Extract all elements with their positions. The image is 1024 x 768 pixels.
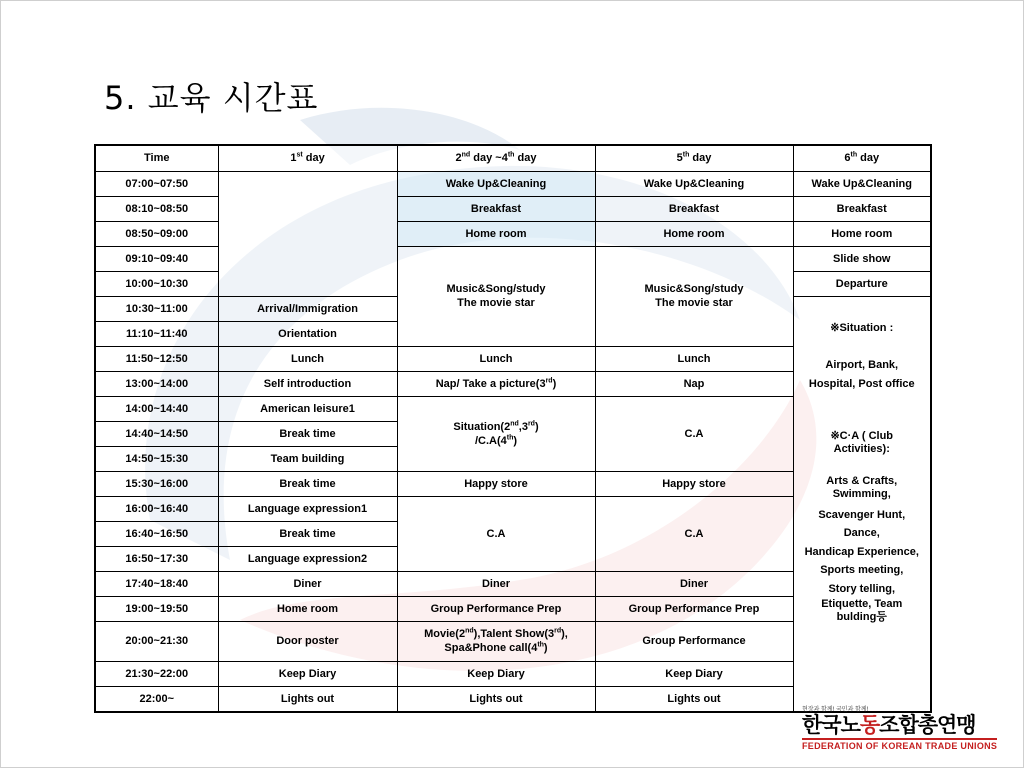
day2-happy-store-cell: Happy store xyxy=(397,471,595,496)
day5-wake-cell: Wake Up&Cleaning xyxy=(595,171,793,196)
day5-ca-cell: C.A xyxy=(595,396,793,471)
day1-break-cell: Break time xyxy=(218,521,397,546)
time-cell: 22:00~ xyxy=(95,686,218,712)
time-cell: 20:00~21:30 xyxy=(95,621,218,661)
day2-situation-cell: Situation(2nd,3rd) /C.A(4th) xyxy=(397,396,595,471)
day6-slideshow-cell: Slide show xyxy=(793,246,931,271)
day1-arrival-cell: Arrival/Immigration xyxy=(218,296,397,321)
header-day1: 1st day xyxy=(218,145,397,171)
time-cell: 08:50~09:00 xyxy=(95,221,218,246)
day1-lunch-cell: Lunch xyxy=(218,346,397,371)
time-cell: 10:30~11:00 xyxy=(95,296,218,321)
day2-movie-talent-cell: Movie(2nd),Talent Show(3rd), Spa&Phone call(4th) xyxy=(397,621,595,661)
day1-diner-cell: Diner xyxy=(218,571,397,596)
day6-departure-cell: Departure xyxy=(793,271,931,296)
time-cell: 16:50~17:30 xyxy=(95,546,218,571)
day6-wake-cell: Wake Up&Cleaning xyxy=(793,171,931,196)
logo-english-name: FEDERATION OF KOREAN TRADE UNIONS xyxy=(802,738,997,752)
day1-empty-cell xyxy=(218,171,397,296)
day1-team-building-cell: Team building xyxy=(218,446,397,471)
logo-korean-name: 한국노동조합총연맹 xyxy=(802,713,976,737)
day1-door-poster-cell: Door poster xyxy=(218,621,397,661)
time-cell: 09:10~09:40 xyxy=(95,246,218,271)
day5-ca-cell: C.A xyxy=(595,496,793,571)
header-day6: 6th day xyxy=(793,145,931,171)
day1-break-cell: Break time xyxy=(218,471,397,496)
day2-diary-cell: Keep Diary xyxy=(397,661,595,686)
day5-happy-store-cell: Happy store xyxy=(595,471,793,496)
day1-american-leisure-cell: American leisure1 xyxy=(218,396,397,421)
time-cell: 17:40~18:40 xyxy=(95,571,218,596)
day6-breakfast-cell: Breakfast xyxy=(793,196,931,221)
day5-performance-cell: Group Performance xyxy=(595,621,793,661)
day2-lights-out-cell: Lights out xyxy=(397,686,595,712)
day1-homeroom-cell: Home room xyxy=(218,596,397,621)
time-cell: 07:00~07:50 xyxy=(95,171,218,196)
header-time: Time xyxy=(95,145,218,171)
header-day5: 5th day xyxy=(595,145,793,171)
day2-lunch-cell: Lunch xyxy=(397,346,595,371)
day5-diary-cell: Keep Diary xyxy=(595,661,793,686)
time-cell: 10:00~10:30 xyxy=(95,271,218,296)
day1-orientation-cell: Orientation xyxy=(218,321,397,346)
day2-ca-cell: C.A xyxy=(397,496,595,571)
day2-perf-prep-cell: Group Performance Prep xyxy=(397,596,595,621)
day2-diner-cell: Diner xyxy=(397,571,595,596)
schedule-table xyxy=(94,144,932,713)
day2-breakfast-cell: Breakfast xyxy=(397,196,595,221)
time-cell: 16:40~16:50 xyxy=(95,521,218,546)
day5-breakfast-cell: Breakfast xyxy=(595,196,793,221)
day6-activities-cell: ※Situation : Airport, Bank, Hospital, Post office ※C·A ( Club Activities): Arts & Crafts, Swimming, Scavenger Hunt, Dance, Handicap Experience, Sports meeting, Story telling, Etiquette, Team bulding등 xyxy=(793,296,931,712)
time-cell: 08:10~08:50 xyxy=(95,196,218,221)
day1-language1-cell: Language expression1 xyxy=(218,496,397,521)
day5-lights-out-cell: Lights out xyxy=(595,686,793,712)
day6-homeroom-cell: Home room xyxy=(793,221,931,246)
day5-diner-cell: Diner xyxy=(595,571,793,596)
day5-nap-cell: Nap xyxy=(595,371,793,396)
federation-logo xyxy=(802,706,1002,756)
day1-diary-cell: Keep Diary xyxy=(218,661,397,686)
time-cell: 21:30~22:00 xyxy=(95,661,218,686)
day2-nap-cell: Nap/ Take a picture(3rd) xyxy=(397,371,595,396)
time-cell: 11:10~11:40 xyxy=(95,321,218,346)
time-cell: 19:00~19:50 xyxy=(95,596,218,621)
day2-wake-cell: Wake Up&Cleaning xyxy=(397,171,595,196)
time-cell: 14:00~14:40 xyxy=(95,396,218,421)
header-day2-4: 2nd day ~4th day xyxy=(397,145,595,171)
day5-perf-prep-cell: Group Performance Prep xyxy=(595,596,793,621)
day2-homeroom-cell: Home room xyxy=(397,221,595,246)
day1-selfintro-cell: Self introduction xyxy=(218,371,397,396)
page-title: 5. 교육 시간표 xyxy=(104,79,319,117)
time-cell: 16:00~16:40 xyxy=(95,496,218,521)
time-cell: 14:40~14:50 xyxy=(95,421,218,446)
day1-lights-out-cell: Lights out xyxy=(218,686,397,712)
header-row xyxy=(95,145,931,171)
time-cell: 15:30~16:00 xyxy=(95,471,218,496)
day5-homeroom-cell: Home room xyxy=(595,221,793,246)
day1-language2-cell: Language expression2 xyxy=(218,546,397,571)
day5-lunch-cell: Lunch xyxy=(595,346,793,371)
time-cell: 14:50~15:30 xyxy=(95,446,218,471)
day5-music-cell: Music&Song/study The movie star xyxy=(595,246,793,346)
logo-slogan: 현장과 함께! 국민과 함께! xyxy=(802,707,869,713)
time-cell: 11:50~12:50 xyxy=(95,346,218,371)
table-row xyxy=(95,171,931,196)
day2-music-cell: Music&Song/study The movie star xyxy=(397,246,595,346)
day1-break-cell: Break time xyxy=(218,421,397,446)
time-cell: 13:00~14:00 xyxy=(95,371,218,396)
